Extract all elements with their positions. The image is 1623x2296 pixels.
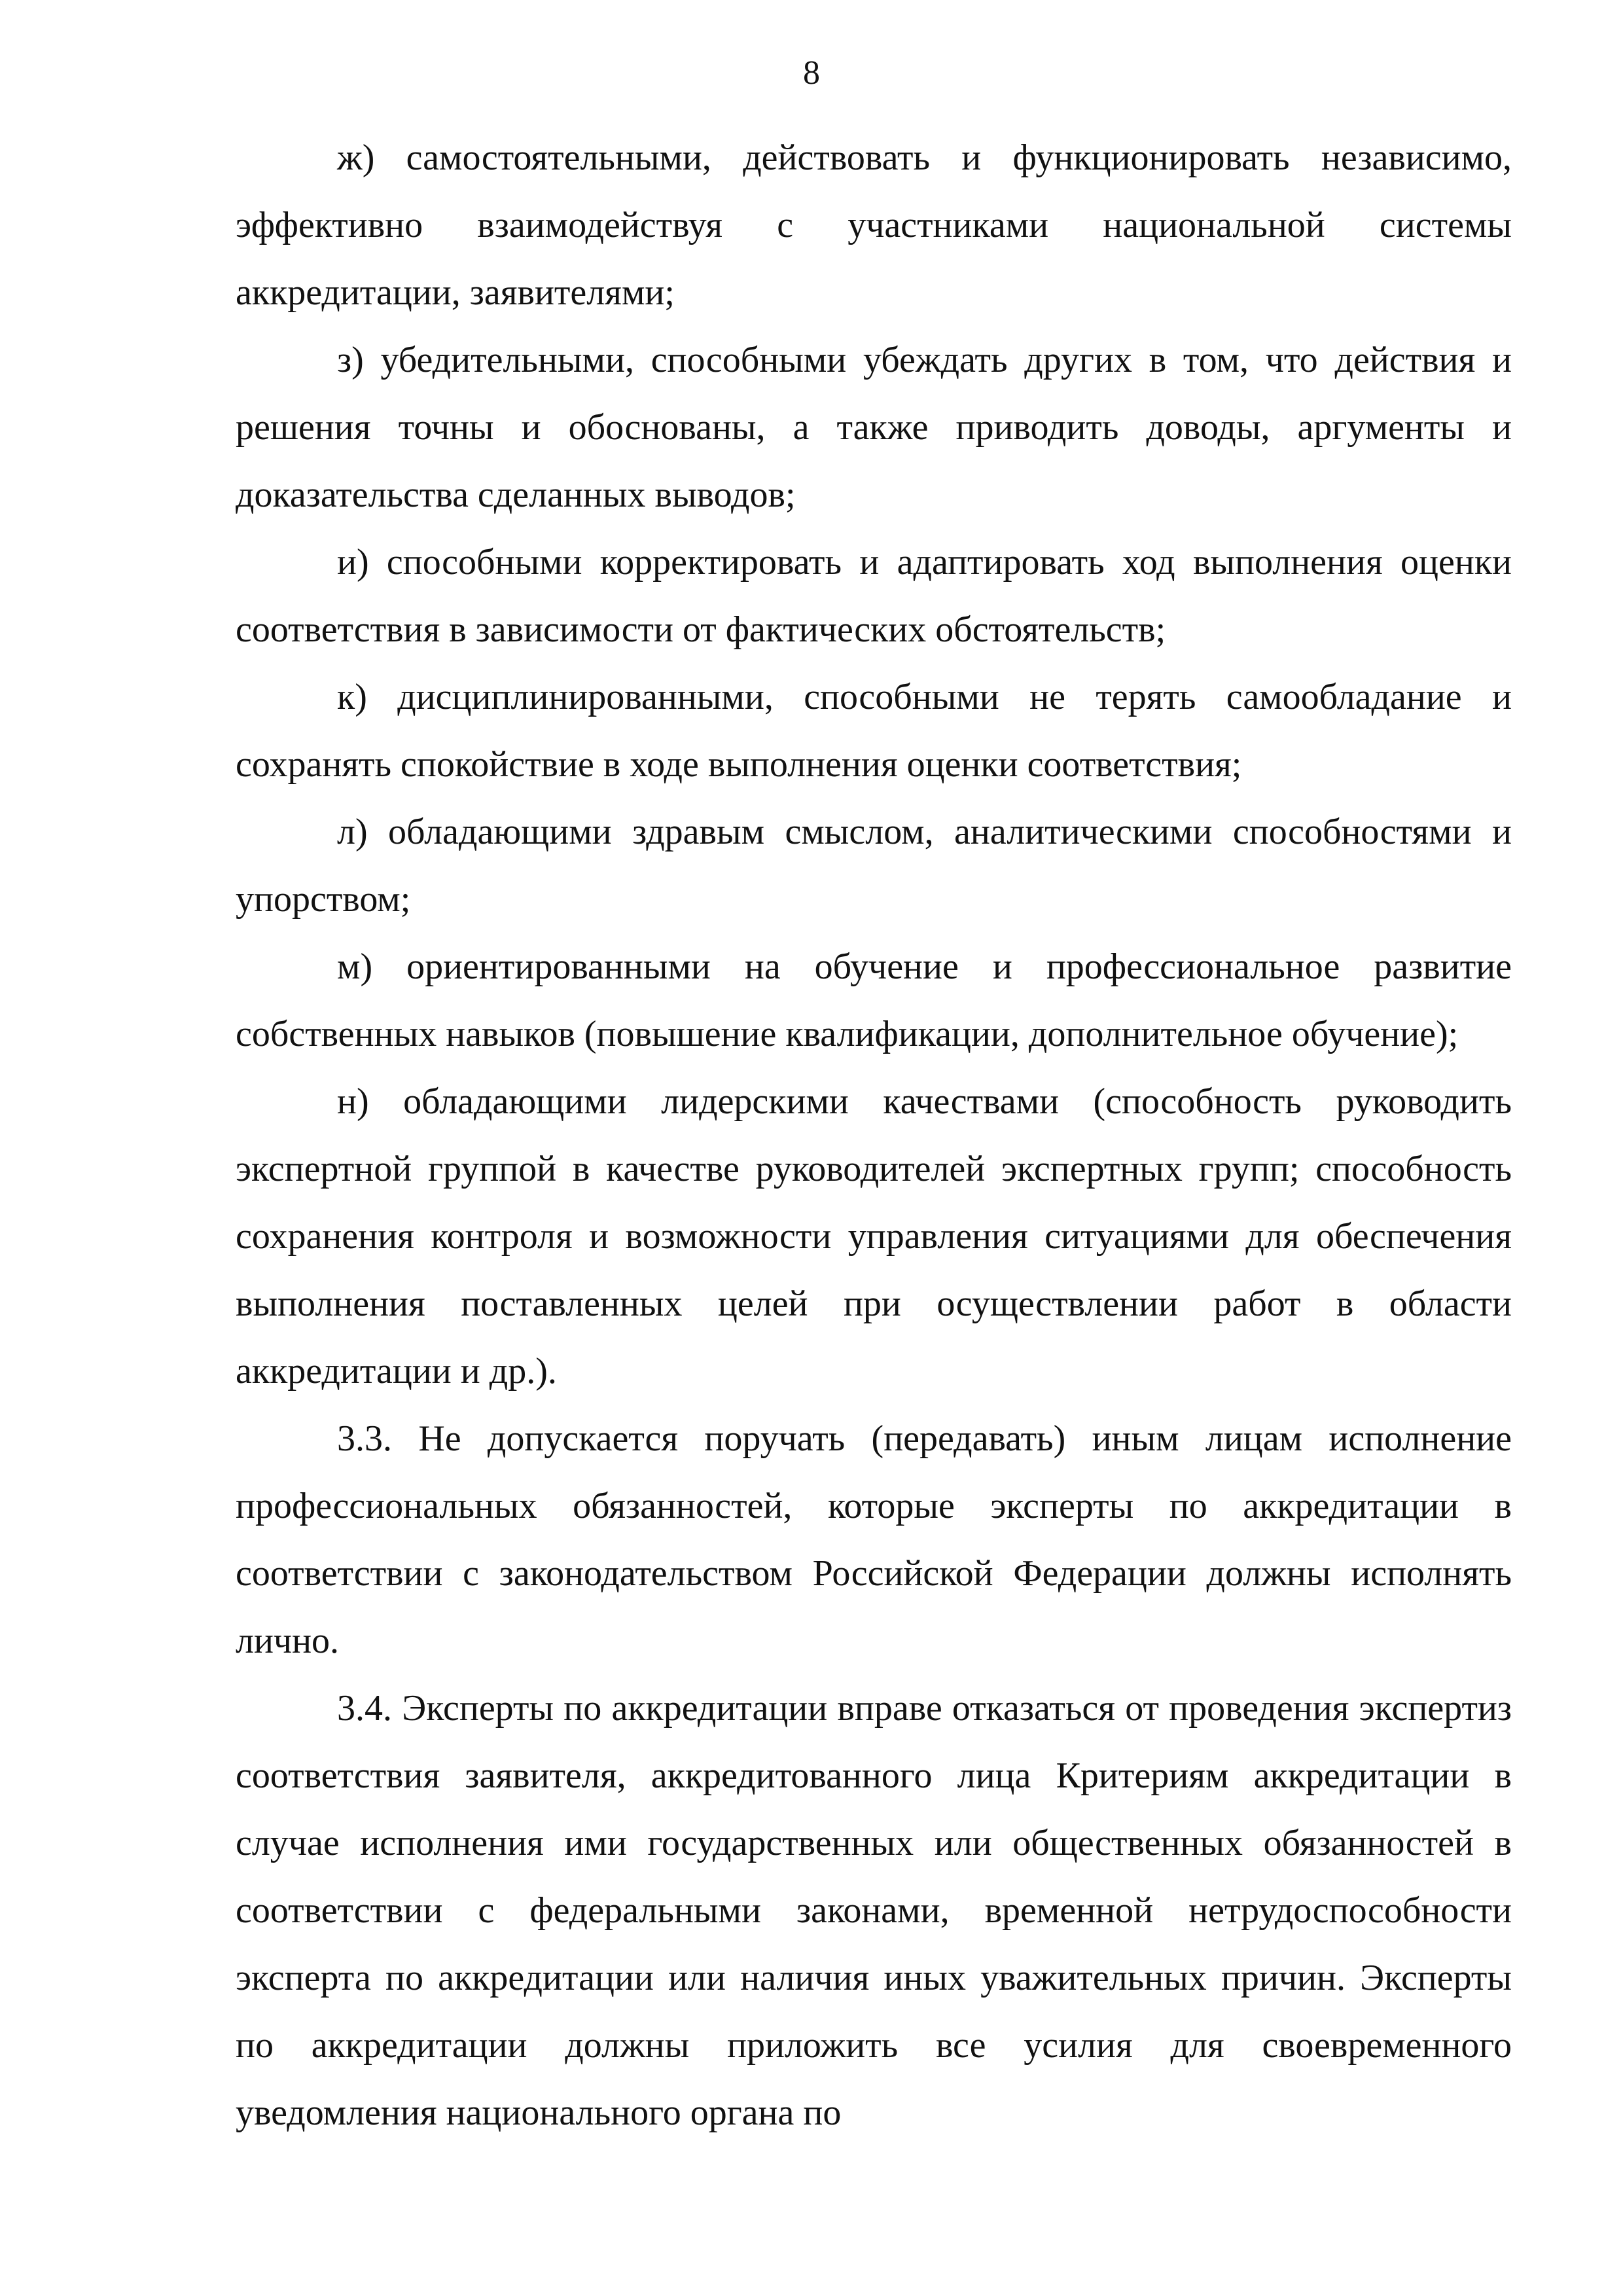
- list-item-zh: ж) самостоятельными, действовать и функционировать независимо, эффективно взаимодействуя с участниками национальной системы аккредитации, заявителями;: [236, 137, 1512, 313]
- list-item-l: л) обладающими здравым смыслом, аналитическими способностями и упорством;: [236, 812, 1512, 920]
- list-item-n: н) обладающими лидерскими качествами (способность руководить экспертной группой в качестве руководителей экспертных групп; способность сохранения контроля и возможности управления ситуациями для обеспечения выполнения поставленных целей при осуществлении работ в области аккредитации и др.).: [236, 1081, 1512, 1391]
- list-item-m: м) ориентированными на обучение и профессиональное развитие собственных навыков (повышение квалификации, дополнительное обучение);: [236, 946, 1512, 1054]
- document-body: [236, 124, 1512, 2147]
- list-item-i: и) способными корректировать и адаптировать ход выполнения оценки соответствия в зависимости от фактических обстоятельств;: [236, 542, 1512, 650]
- clause-3-3: 3.3. Не допускается поручать (передавать) иным лицам исполнение профессиональных обязанностей, которые эксперты по аккредитации в соответствии с законодательством Российской Федерации должны исполнять лично.: [236, 1418, 1512, 1661]
- list-item-z: з) убедительными, способными убеждать других в том, что действия и решения точны и обоснованы, а также приводить доводы, аргументы и доказательства сделанных выводов;: [236, 340, 1512, 515]
- page-number: 8: [803, 54, 820, 92]
- list-item-k: к) дисциплинированными, способными не терять самообладание и сохранять спокойствие в ходе выполнения оценки соответствия;: [236, 677, 1512, 785]
- clause-3-4: 3.4. Эксперты по аккредитации вправе отказаться от проведения экспертиз соответствия заявителя, аккредитованного лица Критериям аккредитации в случае исполнения ими государственных или общественных обязанностей в соответствии с федеральными законами, временной нетрудоспособности эксперта по аккредитации или наличия иных уважительных причин. Эксперты по аккредитации должны приложить все усилия для своевременного уведомления национального органа по: [236, 1688, 1512, 2133]
